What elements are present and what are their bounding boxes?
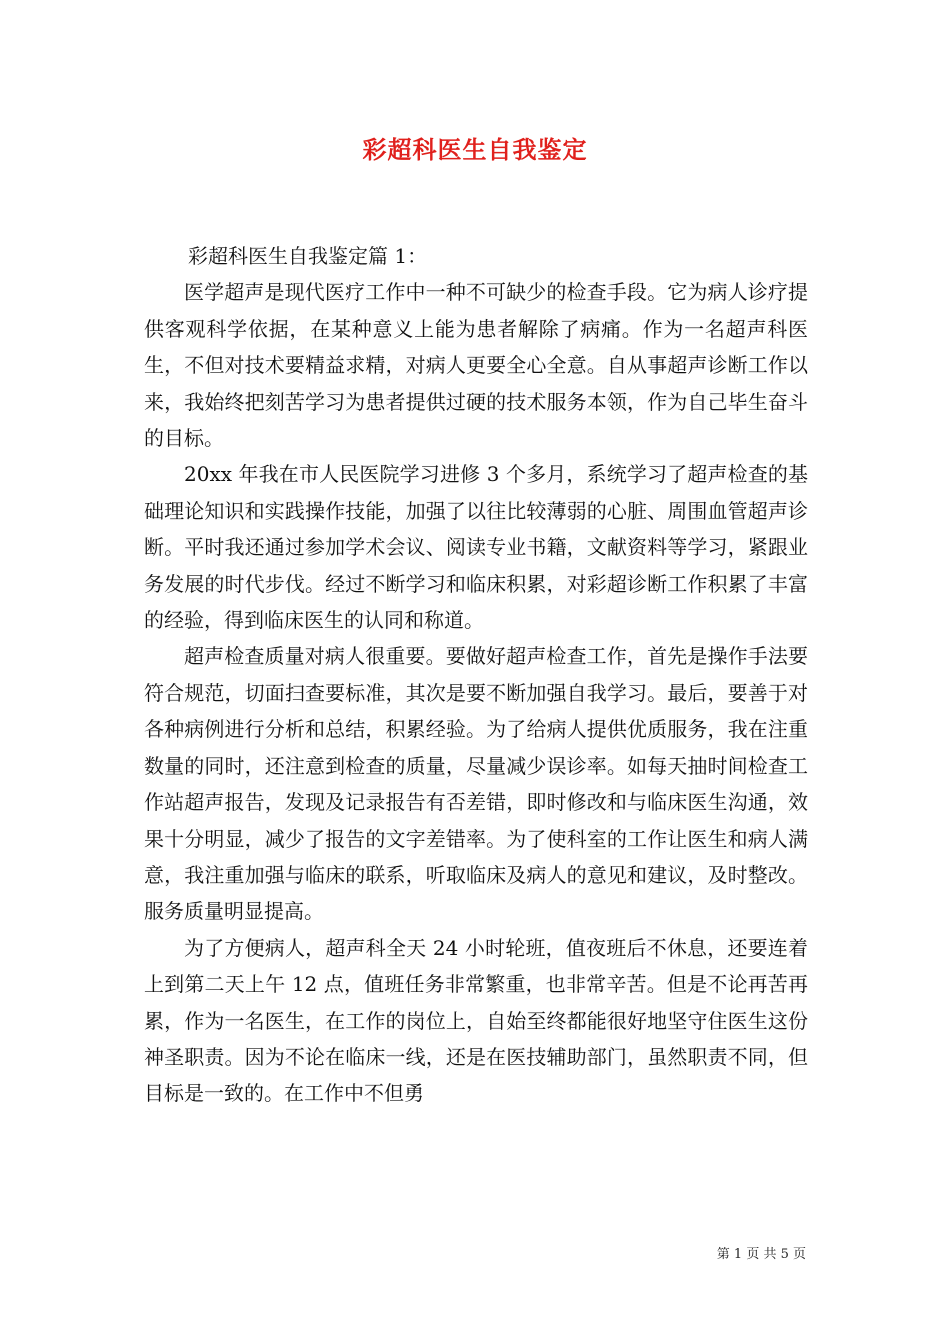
section-heading: 彩超科医生自我鉴定篇 1： [188, 244, 428, 268]
document-title: 彩超科医生自我鉴定 [362, 135, 588, 164]
page-number: 第 1 页 共 5 页 [716, 1247, 806, 1262]
paragraph-3: 超声检查质量对病人很重要。要做好超声检查工作，首先是操作手法要符合规范，切面扫查要标准，其次是要不断加强自我学习。最后，要善于对各种病例进行分析和总结，积累经验。为了给病人提供优质服务，我在注重数量的同时，还注意到检查的质量，尽量减少误诊率。如每天抽时间检查工作站超声报告，发现及记录报告有否差错，即时修改和与临床医生沟通，效果十分明显，减少了报告的文字差错率。为了使科室的工作让医生和病人满意，我注重加强与临床的联系，听取临床及病人的意见和建议，及时整改。服务质量明显提高。 [144, 644, 808, 924]
paragraph-2: 20xx 年我在市人民医院学习进修 3 个多月，系统学习了超声检查的基础理论知识和实践操作技能，加强了以往比较薄弱的心脏、周围血管超声诊断。平时我还通过参加学术会议、阅读专业书籍，文献资料等学习，紧跟业务发展的时代步伐。经过不断学习和临床积累，对彩超诊断工作积累了丰富的经验，得到临床医生的认同和称道。 [144, 462, 808, 633]
paragraph-1: 医学超声是现代医疗工作中一种不可缺少的检查手段。它为病人诊疗提供客观科学依据，在某种意义上能为患者解除了病痛。作为一名超声科医生，不但对技术要精益求精，对病人更要全心全意。自从事超声诊断工作以来，我始终把刻苦学习为患者提供过硬的技术服务本领，作为自己毕生奋斗的目标。 [144, 280, 808, 451]
paragraph-4: 为了方便病人，超声科全天 24 小时轮班，值夜班后不休息，还要连着上到第二天上午 12 点，值班任务非常繁重，也非常辛苦。但是不论再苦再累，作为一名医生，在工作的岗位上，自始至终都能很好地坚守住医生这份神圣职责。因为不论在临床一线，还是在医技辅助部门，虽然职责不同，但目标是一致的。在工作中不但勇 [144, 935, 808, 1106]
document-body [144, 238, 808, 1112]
